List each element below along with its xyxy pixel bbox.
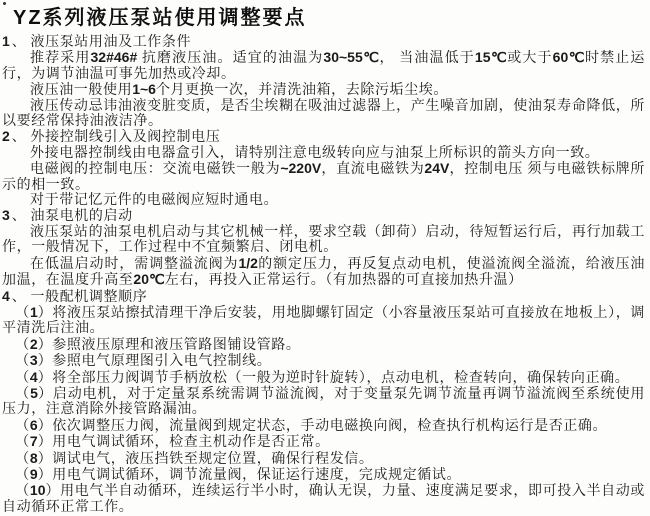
paragraph: 对于带记忆元件的电磁阀应短时通电。 <box>30 193 279 209</box>
numbered-item: （7）用电气调试循环，检查主机动作是否正常。 <box>15 433 330 451</box>
paragraph: 液压油一般使用1~6个月更换一次，并清洗油箱，去除污垢尘埃。 <box>30 81 448 99</box>
section-heading: 3、 油泵电机的启动 <box>2 207 133 225</box>
document-body <box>0 32 650 515</box>
paragraph: 在低温启动时，需调整溢流阀为1/2的额定压力，再反复点动电机，使溢流阀全溢流，给液压油加温，在温度升高至20℃左右，再投入正常运行。（有加热器的可直接加热升温） <box>2 254 645 289</box>
section-heading: 1、 液压泵站用油及工作条件 <box>2 33 192 50</box>
paragraph: 液压泵站的油泵电机启动与其它机械一样，要求空载（卸荷）启动，待短暂运行后，再行加载工作，一般情况下，工作过程中不宜频繁启、闭电机。 <box>2 224 645 256</box>
document-title: YZ系列液压泵站使用调整要点 <box>13 7 307 29</box>
scan-artifact-dot <box>3 2 6 5</box>
paragraph: 电磁阀的控制电压：交流电磁铁一般为~220V，直流电磁铁为24V，控制电压 须与电磁铁标牌所示的相一致。 <box>2 160 645 193</box>
numbered-item: （3）参照电气原理图引入电气控制线。 <box>15 352 272 370</box>
numbered-item: （4）将全部压力阀调节手柄放松（一般为逆时针旋转），点动电机，检查转向，确保转向正确。 <box>15 368 630 386</box>
numbered-item: （2）参照液压原理和液压管路图铺设管路。 <box>15 335 301 353</box>
section-heading: 4、 一般配机调整顺序 <box>2 287 148 305</box>
numbered-item: （8）调试电气，液压挡铁至规定位置，确保行程发信。 <box>15 449 374 467</box>
paragraph: 外接电器控制线由电器盒引入，请特别注意电级转向应与油泵上所标识的箭头方向一致。 <box>30 145 600 161</box>
paragraph: 推荐采用32#46# 抗磨液压油。适宜的油温为30~55℃， 当油温低于15℃或大于60℃时禁止运行，为调节油温可事先加热或冷却。 <box>2 49 646 82</box>
paragraph: 液压传动忌讳油液变脏变质，是否尘埃糊在吸油过滤器上，产生噪音加剧，使油泵寿命降低，所以要经常保持油液洁净。 <box>2 98 645 130</box>
numbered-item: （6）依次调整压力阀，流量阀到规定状态，手动电磁换向阀，检查执行机构运行是否正确。 <box>15 416 608 434</box>
numbered-item: （10）用电气半自动循环，连续运行半小时，确认无误，力量、速度满足要求，即可投入半自动或自动循环正常工作。 <box>2 482 645 515</box>
section-heading: 2、 外接控制线引入及阀控制电压 <box>2 128 221 146</box>
numbered-item: （5）启动电机，对于定量泵系统需调节溢流阀，对于变量泵先调节流量再调节溢流阀至系统使用压力，注意消除外接管路漏油。 <box>2 384 645 418</box>
numbered-item: （9）用电气调试循环，调节流量阀，保证运行速度，完成规定循试。 <box>15 465 462 483</box>
numbered-item: （1）将液压泵站擦拭清理干净后安装，用地脚螺钉固定（小容量液压泵站可直接放在地板上），调平清洗后注油。 <box>2 303 645 337</box>
